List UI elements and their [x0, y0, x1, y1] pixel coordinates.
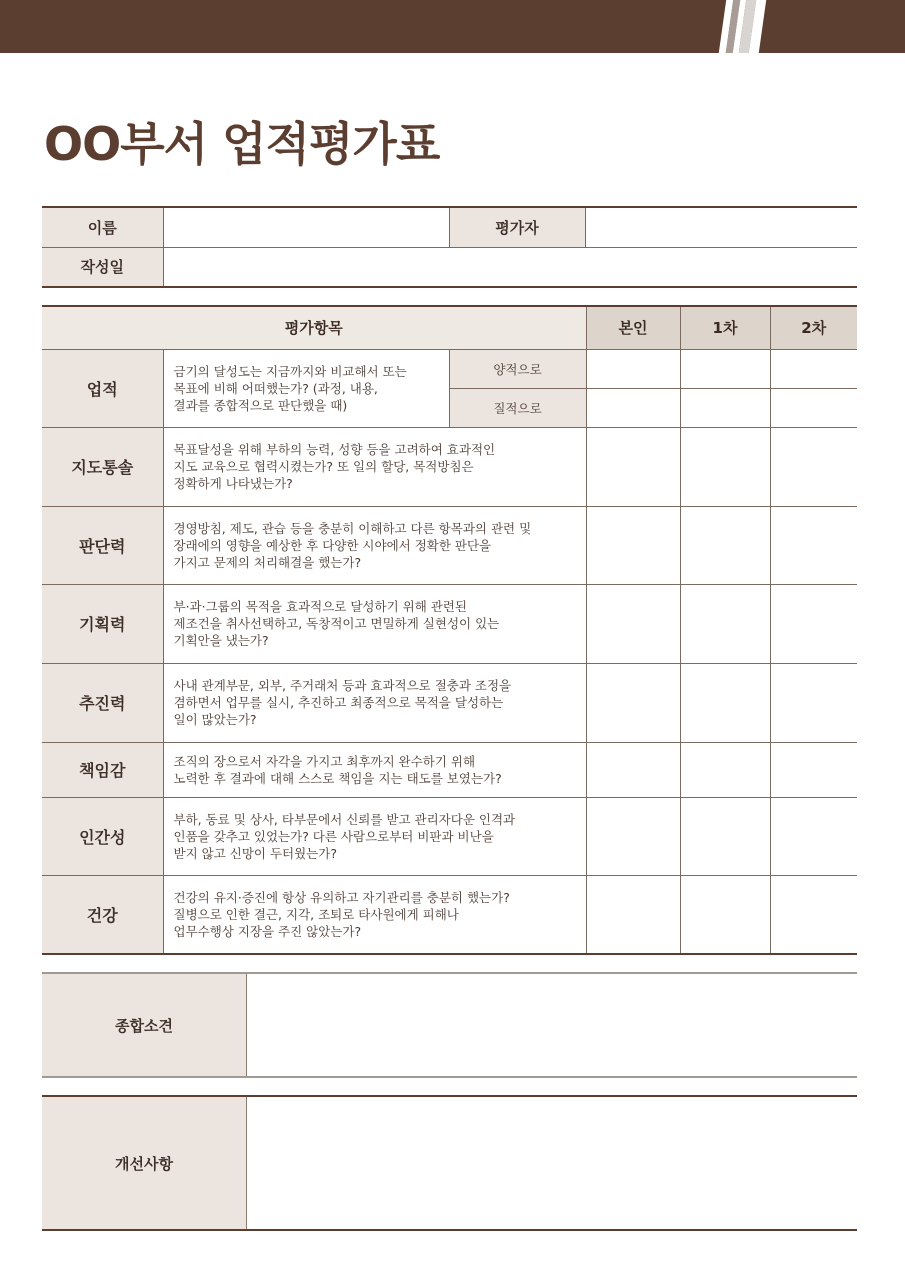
score-second[interactable]	[770, 388, 857, 427]
score-first[interactable]	[680, 875, 770, 954]
score-second[interactable]	[770, 663, 857, 742]
page-title: OO부서 업적평가표	[44, 117, 440, 171]
score-first[interactable]	[680, 427, 770, 506]
score-self[interactable]	[586, 875, 680, 954]
table-row	[42, 663, 857, 742]
name-field[interactable]	[163, 207, 449, 247]
description	[163, 427, 586, 506]
description	[163, 506, 586, 584]
description-line: 조직의 장으로서 자각을 가지고 최후까지 완수하기 위해	[173, 753, 476, 769]
score-second[interactable]	[770, 742, 857, 797]
description-line: 노력한 후 결과에 대해 스스로 책임을 지는 태도를 보였는가?	[173, 770, 502, 786]
table-row	[42, 875, 857, 954]
description-line: 장래에의 영향을 예상한 후 다양한 시야에서 정확한 판단을	[173, 537, 492, 553]
evaluation-header-row	[42, 306, 857, 349]
description-line: 금기의 달성도는 지금까지와 비교해서 또는	[173, 363, 407, 379]
evaluation-table	[42, 305, 857, 955]
description	[163, 584, 586, 663]
evaluator-label: 평가자	[449, 207, 585, 247]
description-line: 업무수행상 지장을 주진 않았는가?	[173, 923, 362, 939]
score-self[interactable]	[586, 427, 680, 506]
score-second[interactable]	[770, 875, 857, 954]
items-header: 평가항목	[42, 306, 586, 349]
category-label: 인간성	[42, 797, 163, 875]
category-label: 건강	[42, 875, 163, 954]
table-row	[42, 506, 857, 584]
score-first[interactable]	[680, 742, 770, 797]
table-row	[42, 349, 857, 388]
category-label: 책임감	[42, 742, 163, 797]
description	[163, 349, 449, 427]
description-line: 목표에 비해 어떠했는가? (과정, 내용,	[173, 380, 378, 396]
score-second[interactable]	[770, 349, 857, 388]
score-self[interactable]	[586, 506, 680, 584]
description-line: 경영방침, 제도, 관습 등을 충분히 이해하고 다른 항목과의 관련 및	[173, 520, 532, 536]
description-line: 받지 않고 신망이 두터웠는가?	[173, 845, 337, 861]
sub-item-label: 질적으로	[449, 388, 586, 427]
table-row	[42, 427, 857, 506]
self-header: 본인	[586, 306, 680, 349]
header-bar	[0, 0, 905, 53]
second-header: 2차	[770, 306, 857, 349]
score-first[interactable]	[680, 349, 770, 388]
description-line: 질병으로 인한 결근, 지각, 조퇴로 타사원에게 피해나	[173, 906, 459, 922]
overall-opinion-section	[42, 972, 857, 1078]
description-line: 결과를 종합적으로 판단했을 때)	[173, 397, 348, 413]
description-line: 정확하게 나타냈는가?	[173, 476, 293, 491]
category-label: 업적	[42, 349, 163, 427]
description-line: 인품을 갖추고 있었는가? 다른 사람으로부터 비판과 비난을	[173, 828, 494, 844]
first-header: 1차	[680, 306, 770, 349]
name-label: 이름	[42, 207, 163, 247]
table-row	[42, 584, 857, 663]
description	[163, 663, 586, 742]
sub-item-label: 양적으로	[449, 349, 586, 388]
table-row	[42, 742, 857, 797]
category-label: 판단력	[42, 506, 163, 584]
score-self[interactable]	[586, 663, 680, 742]
description-line: 일이 많았는가?	[173, 712, 257, 727]
overall-opinion-field[interactable]	[247, 974, 857, 1076]
description-line: 겸하면서 업무를 실시, 추진하고 최종적으로 목적을 달성하는	[173, 695, 504, 710]
info-table	[42, 206, 857, 288]
description-line: 목표달성을 위해 부하의 능력, 성향 등을 고려하여 효과적인	[173, 442, 496, 457]
category-label: 기획력	[42, 584, 163, 663]
description	[163, 875, 586, 954]
description-line: 기획안을 냈는가?	[173, 633, 269, 648]
category-label: 지도통솔	[42, 427, 163, 506]
description	[163, 742, 586, 797]
description-line: 제조건을 취사선택하고, 독창적이고 면밀하게 실현성이 있는	[173, 616, 500, 631]
description-line: 부하, 동료 및 상사, 타부문에서 신뢰를 받고 관리자다운 인격과	[173, 811, 516, 827]
score-second[interactable]	[770, 506, 857, 584]
score-first[interactable]	[680, 584, 770, 663]
description-line: 건강의 유지·증진에 항상 유의하고 자기관리를 충분히 했는가?	[173, 889, 510, 905]
description-line: 가지고 문제의 처리해결을 했는가?	[173, 554, 362, 570]
score-first[interactable]	[680, 797, 770, 875]
score-self[interactable]	[586, 797, 680, 875]
overall-opinion-label: 종합소견	[42, 974, 247, 1076]
description	[163, 797, 586, 875]
category-label: 추진력	[42, 663, 163, 742]
improvement-label: 개선사항	[42, 1097, 247, 1229]
description-line: 사내 관계부문, 외부, 주거래처 등과 효과적으로 절충과 조정을	[173, 678, 512, 693]
score-second[interactable]	[770, 797, 857, 875]
score-self[interactable]	[586, 742, 680, 797]
score-self[interactable]	[586, 388, 680, 427]
score-first[interactable]	[680, 506, 770, 584]
score-self[interactable]	[586, 349, 680, 388]
table-row	[42, 797, 857, 875]
improvement-field[interactable]	[247, 1097, 857, 1229]
score-second[interactable]	[770, 584, 857, 663]
evaluator-field[interactable]	[585, 207, 857, 247]
description-line: 지도 교육으로 협력시켰는가? 또 일의 할당, 목적방침은	[173, 459, 474, 474]
score-first[interactable]	[680, 388, 770, 427]
improvement-section	[42, 1095, 857, 1231]
date-label: 작성일	[42, 247, 163, 287]
date-field[interactable]	[163, 247, 857, 287]
score-second[interactable]	[770, 427, 857, 506]
score-self[interactable]	[586, 584, 680, 663]
score-first[interactable]	[680, 663, 770, 742]
description-line: 부·과·그룹의 목적을 효과적으로 달성하기 위해 관련된	[173, 599, 467, 614]
